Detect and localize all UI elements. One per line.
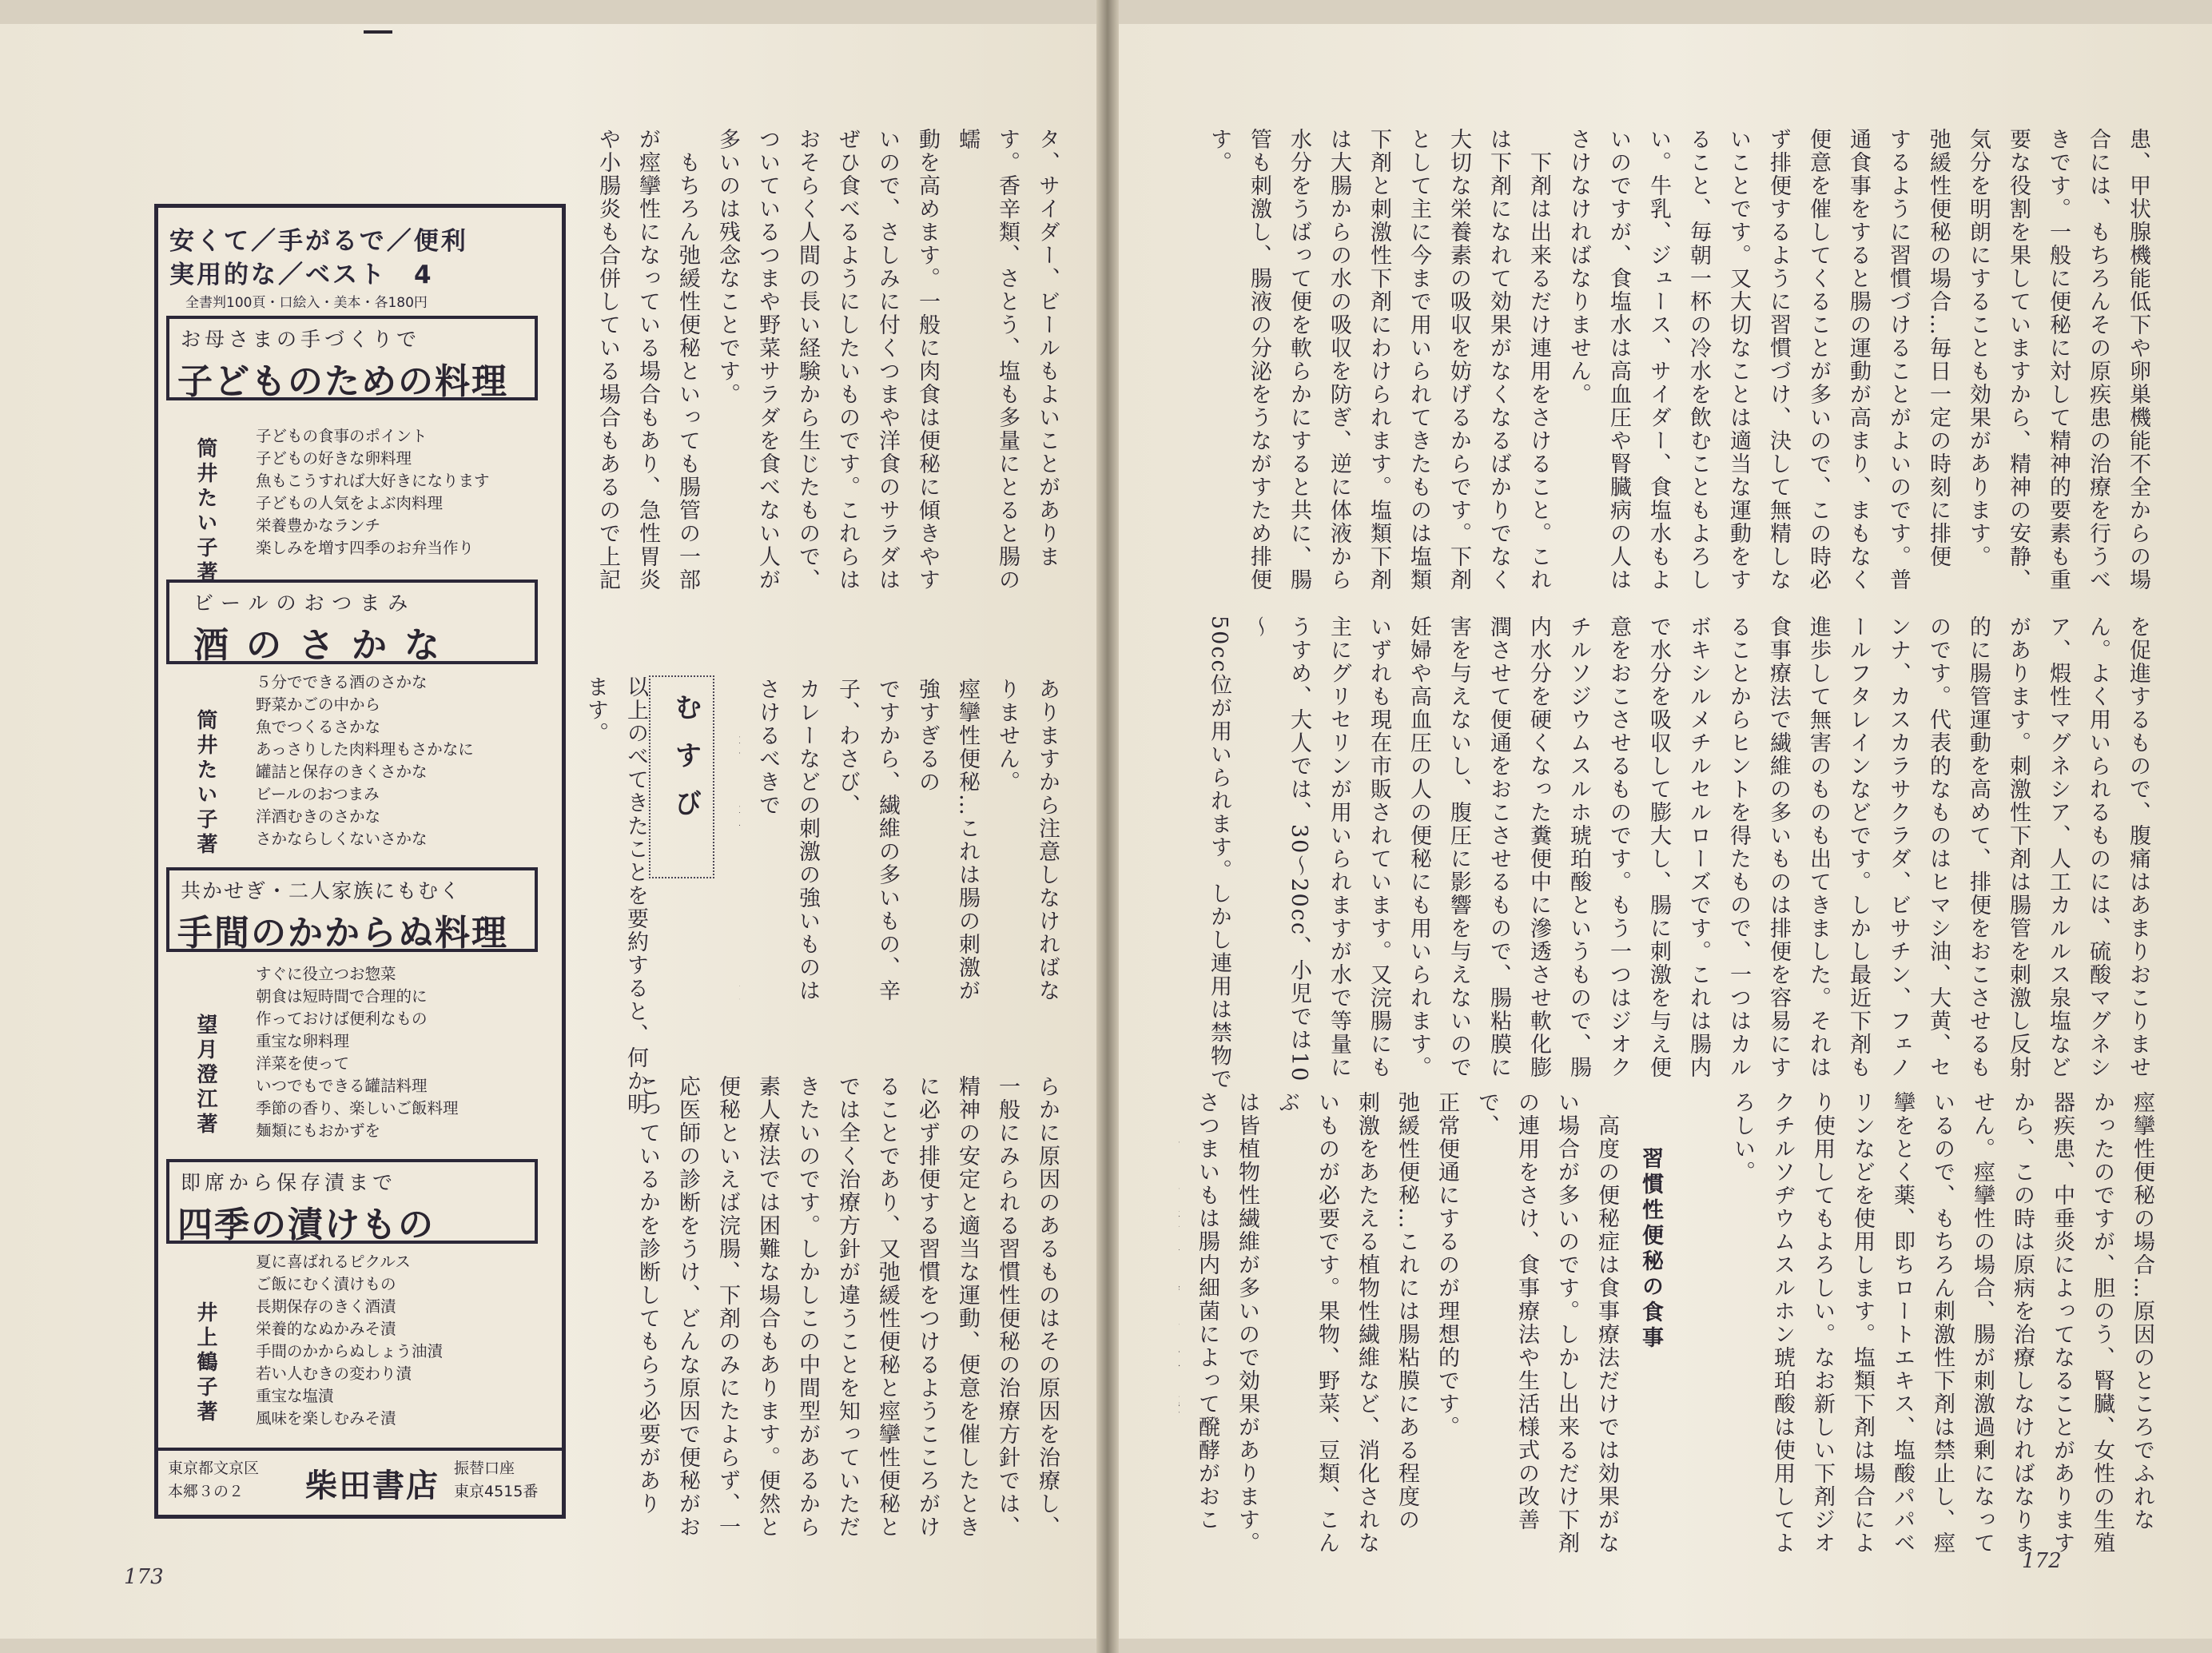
toc-item: 季節の香り、楽しいご飯料理	[256, 1099, 459, 1117]
book-advertisement	[154, 204, 566, 1519]
book-4-author: 井上鶴子著	[193, 1300, 217, 1425]
publisher-block	[158, 1448, 562, 1515]
musubi-text: 以上のべてきたことを要約すると、何か明 ます。	[583, 675, 648, 1116]
musubi-box	[649, 675, 714, 878]
book-2-contents	[256, 671, 559, 850]
book-1-header	[166, 316, 538, 400]
toc-item: 風味を楽しむみそ漬	[256, 1409, 396, 1428]
left-column-bottom: らかに原因のあるものはその原因を治療し、 一般にみられる習慣性便秘の治療方針では、 精神の安定と適当な運動、便意を催したとき に必ず排便する習慣をつけるようこころがけ ることであり、又弛緩性便秘と痙攣性便秘と では全く治療方針が違うことを知っていただ きたいのです。しかしこの中間型があるから 素人療法では困難な場合もあります。便然と 便秘といえば浣腸、下剤のみにたよらず、一 応医師の診断をうけ、どんな原因で便秘がお こっているかを診断してもらう必要があり	[635, 1075, 1060, 1539]
right-column-bottom-b: 高度の便秘症は食事療法だけでは効果がな い場合が多いのです。しかし出来るだけ下剤 の連用をさけ、食事療法や生活様式の改善で、 正常便通にするのが理想的です。 弛緩性便秘…これには腸粘膜にある程度の 刺激をあたえる植物性繊維など、消化されな いものが必要です。果物、野菜、豆類、こんぶ は皆植物性繊維が多いので効果があります。 さつまいもは腸内細菌によって醗酵がおこ	[1195, 1091, 1619, 1555]
toc-item: 麺類にもおかずを	[256, 1121, 381, 1140]
toc-item: 作っておけば便利なもの	[256, 1010, 428, 1028]
musubi-heading: むすび	[670, 693, 702, 837]
toc-item: すぐに役立つお惣菜	[256, 965, 396, 983]
toc-item: 魚もこうすれば大好きになります	[256, 472, 490, 490]
left-column-mid: ありますから注意しなければなりません。 痙攣性便秘…これは腸の刺激が強すぎるの ですから、繊維の多いもの、辛子、わさび、 カレーなどの刺激の強いものはさけるべきで	[755, 678, 1060, 1002]
book-3-author: 望月澄江著	[193, 1013, 217, 1137]
toc-item: 重宝な塩漬	[256, 1387, 334, 1405]
toc-item: 野菜かごの中から	[256, 695, 381, 714]
toc-item: ご飯にむく漬けもの	[256, 1275, 396, 1293]
toc-item: 罐詰と保存のきくさかな	[256, 763, 428, 781]
toc-item: 栄養的なぬかみそ漬	[256, 1320, 396, 1338]
toc-item: いつでもできる罐詰料理	[256, 1077, 428, 1095]
toc-item: 魚でつくるさかな	[256, 718, 381, 736]
toc-item: 楽しみを増す四季のお弁当作り	[256, 539, 475, 557]
toc-item: 子どもの食事のポイント	[256, 427, 428, 445]
toc-item: ビールのおつまみ	[256, 785, 380, 803]
toc-item: 重宝な卵料理	[256, 1032, 350, 1050]
book-4-subtitle: 即席から保存漬まで	[181, 1171, 397, 1194]
toc-item: さかならしくないさかな	[256, 830, 428, 848]
book-1-contents	[256, 425, 559, 560]
page-number-right: 172	[2022, 1549, 2062, 1573]
toc-item: 夏に喜ばれるピクルス	[256, 1253, 411, 1271]
book-2-subtitle: ビールのおつまみ	[193, 591, 416, 615]
book-2-author: 筒井たい子著	[193, 709, 217, 858]
page-number-left: 173	[124, 1565, 164, 1589]
subheading-habitual-constipation-diet: 習慣性便秘の食事	[1638, 1147, 1663, 1352]
book-2-header	[166, 580, 538, 664]
book-4-contents	[256, 1251, 559, 1430]
right-column-mid: を促進するもので、腹痛はあまりおこりませ ん。よく用いられるものには、硫酸マグネシ ア、煆性マグネシア、人工カルルス泉塩など があります。刺激性下剤は腸管を刺激し反射 的に腸管運動を高めて、排便をおこさせるも のです。代表的なものはヒマシ油、大黄、セ ンナ、カスカラサクラダ、ビサチン、フェノ ールフタレインなどです。しかし最近下剤も 進歩して無害のものも出てきました。それは 食事療法で繊維の多いものは排便を容易にす ることからヒントを得たもので、一つはカル ボキシルメチルセルローズです。これは腸内 で水分を吸収して膨大し、腸に刺激を与え便 意をおこさせるものです。もう一つはジオク チルソジウムスルホ琥珀酸というもので、腸 内水分を硬くなった糞便中に滲透させ軟化膨 潤させて便通をおこさせるもので、腸粘膜に 害を与えないし、腹圧に影響を与えないので 妊婦や高血圧の人の便秘にも用いられます。 いずれも現在市販されています。又浣腸にも 主にグリセリンが用いられますが水で等量に うすめ、大人では、30～20cc、小児では10～ 50cc位が用いられます。しかし連用は禁物で	[1207, 615, 2150, 1091]
publisher-name: 柴田書店	[305, 1468, 440, 1504]
book-1-title: 子どものための料理	[177, 361, 508, 402]
ad-spec: 全書判100頁・口絵入・美本・各180円	[185, 295, 428, 311]
publisher-account: 振替口座 東京4515番	[454, 1460, 539, 1500]
book-4-header	[166, 1159, 538, 1244]
toc-item: 長期保存のきく酒漬	[256, 1297, 396, 1316]
toc-item: 栄養豊かなランチ	[256, 516, 381, 535]
ad-slogan-2: 実用的な／ベスト 4	[169, 261, 434, 289]
toc-item: あっさりした肉料理もさかなに	[256, 740, 474, 759]
toc-item: ５分でできる酒のさかな	[256, 673, 428, 691]
toc-item: 子どもの好きな卵料理	[256, 449, 412, 468]
toc-item: 洋酒むきのさかな	[256, 807, 381, 826]
book-3-title: 手間のかからぬ料理	[177, 913, 508, 954]
book-3-subtitle: 共かせぎ・二人家族にもむく	[181, 879, 462, 902]
right-column-bottom-a: 痙攣性便秘の場合…原因のところでふれな かったのですが、胆のう、腎臓、女性の生殖 器疾患、中垂炎によってなることがあります から、この時は原病を治療しなければなりま せん。痙攣性の場合、腸が刺激過剰になって いるので、もちろん刺激性下剤は禁止し、痙 攣をとく薬、即ちロートエキス、塩酸パパベ リンなどを使用します。塩類下剤は場合によ り使用してもよろしい。なお新しい下剤ジオ クチルソヂウムスルホン琥珀酸は使用してよ ろしい。	[1730, 1091, 2154, 1555]
toc-item: 手間のかからぬしょう油漬	[256, 1342, 444, 1360]
book-2-title: 酒のさかな	[193, 625, 457, 666]
book-1-author: 筒井たい子著	[193, 437, 217, 586]
ad-slogan-1: 安くて／手がるで／便利	[169, 227, 468, 256]
page-mark	[364, 30, 392, 34]
left-column-top: タ、サイダー、ビールもよいことがありま す。香辛類、さとう、塩も多量にとると腸の蠕 動を高めます。一般に肉食は便秘に傾きやす いので、さしみに付くつまや洋食のサラダは ぜひ食べるようにしたいものです。これらは おそらく人間の長い経験から生じたもので、 ついているつまや野菜サラダを食べない人が 多いのは残念なことです。 もちろん弛緩性便秘といっても腸管の一部 が痙攣性になっている場合もあり、急性胃炎 や小腸炎も合併している場合もあるので上記	[595, 128, 1060, 591]
book-1-subtitle: お母さまの手づくりで	[181, 328, 421, 351]
book-4-title: 四季の漬けもの	[177, 1205, 435, 1245]
toc-item: 朝食は短時間で合理的に	[256, 987, 428, 1006]
book-3-header	[166, 867, 538, 952]
book-gutter	[1096, 0, 1119, 1653]
toc-item: 若い人むきの変わり漬	[256, 1364, 412, 1383]
book-3-contents	[256, 963, 559, 1142]
publisher-address: 東京都文京区 本郷３の２	[168, 1460, 260, 1500]
right-column-top: 患、甲状腺機能低下や卵巣機能不全からの場 合には、もちろんその原疾患の治療を行うべ きです。一般に便秘に対して精神的要素も重 要な役割を果していますから、精神の安静、 気分を明朗にすることも効果があります。 弛緩性便秘の場合…毎日一定の時刻に排便 するように習慣づけることがよいのです。普 通食事をすると腸の運動が高まり、まもなく 便意を催してくることが多いので、この時必 ず排便するように習慣づけ、決して無精しな いことです。又大切なことは適当な運動をす ること、毎朝一杯の冷水を飲むこともよろし い。牛乳、ジュース、サイダー、食塩水もよ いのですが、食塩水は高血圧や腎臓病の人は さけなければなりません。 下剤は出来るだけ連用をさけること。これ は下剤になれて効果がなくなるばかりでなく 大切な栄養素の吸収を妨げるからです。下剤 として主に今まで用いられてきたものは塩類 下剤と刺激性下剤にわけられます。塩類下剤 は大腸からの水の吸収を防ぎ、逆に体液から 水分をうばって便を軟らかにすると共に、腸 管も刺激し、腸液の分泌をうながすため排便 す。	[1207, 128, 2150, 591]
toc-item: 子どもの人気をよぶ肉料理	[256, 494, 444, 512]
toc-item: 洋菜を使って	[256, 1054, 350, 1073]
